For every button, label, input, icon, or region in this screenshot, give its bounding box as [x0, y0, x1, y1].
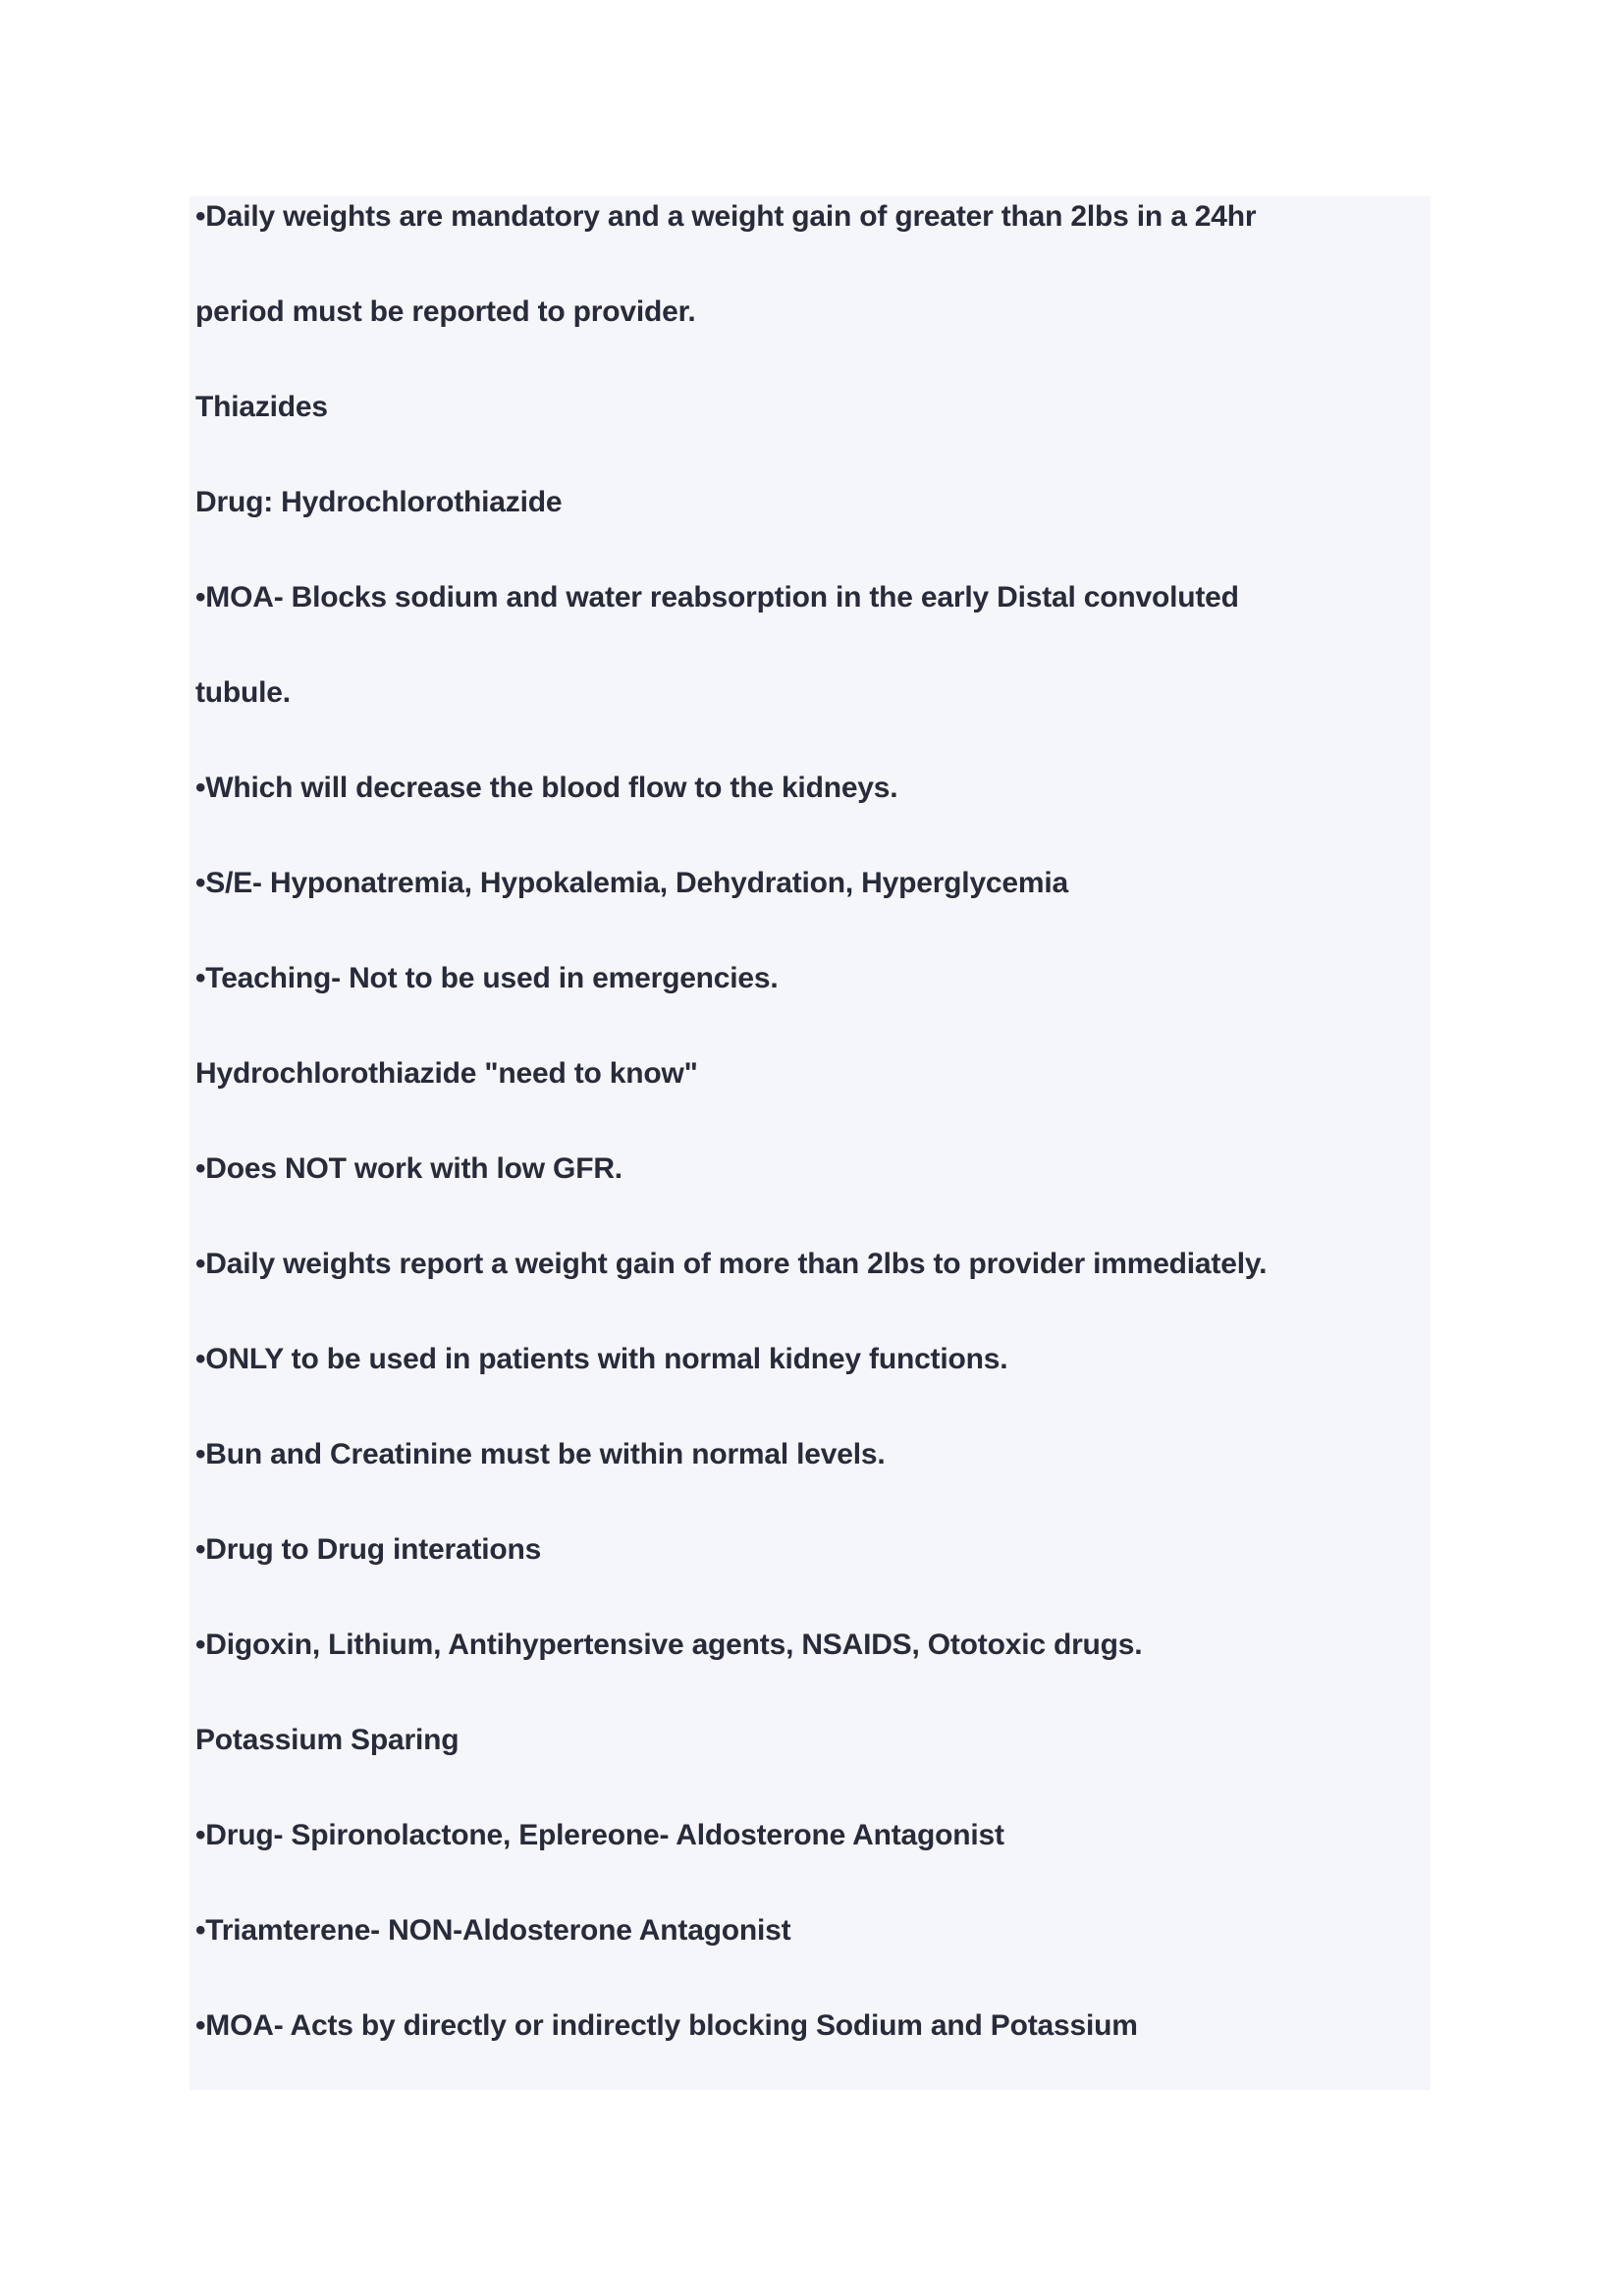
text-line: •Teaching- Not to be used in emergencies.: [195, 962, 779, 994]
text-line: •Daily weights report a weight gain of more than 2lbs to provider immediately.: [195, 1248, 1268, 1280]
text-line: •S/E- Hyponatremia, Hypokalemia, Dehydration, Hyperglycemia: [195, 867, 1068, 899]
text-line: •Does NOT work with low GFR.: [195, 1152, 622, 1185]
text-line: •Digoxin, Lithium, Antihypertensive agents, NSAIDS, Ototoxic drugs.: [195, 1629, 1143, 1661]
document-body: [195, 169, 1452, 2073]
section-heading: Potassium Sparing: [195, 1724, 460, 1756]
text-line: Drug: Hydrochlorothiazide: [195, 486, 563, 518]
text-line: •Daily weights are mandatory and a weight gain of greater than 2lbs in a 24hr: [195, 200, 1257, 233]
text-line: •Drug to Drug interations: [195, 1533, 542, 1566]
text-line: tubule.: [195, 676, 291, 709]
section-heading: Hydrochlorothiazide "need to know": [195, 1057, 698, 1090]
text-line: •ONLY to be used in patients with normal kidney functions.: [195, 1343, 1008, 1375]
text-line: •MOA- Blocks sodium and water reabsorption in the early Distal convoluted: [195, 581, 1239, 614]
section-heading: Thiazides: [195, 391, 328, 423]
text-line: •Triamterene- NON-Aldosterone Antagonist: [195, 1914, 791, 1947]
text-line: •MOA- Acts by directly or indirectly blocking Sodium and Potassium: [195, 2009, 1138, 2042]
text-line: •Bun and Creatinine must be within normal levels.: [195, 1438, 886, 1470]
text-line: period must be reported to provider.: [195, 295, 696, 328]
text-line: •Which will decrease the blood flow to the kidneys.: [195, 772, 898, 804]
text-line: •Drug- Spironolactone, Eplereone- Aldosterone Antagonist: [195, 1819, 1004, 1851]
